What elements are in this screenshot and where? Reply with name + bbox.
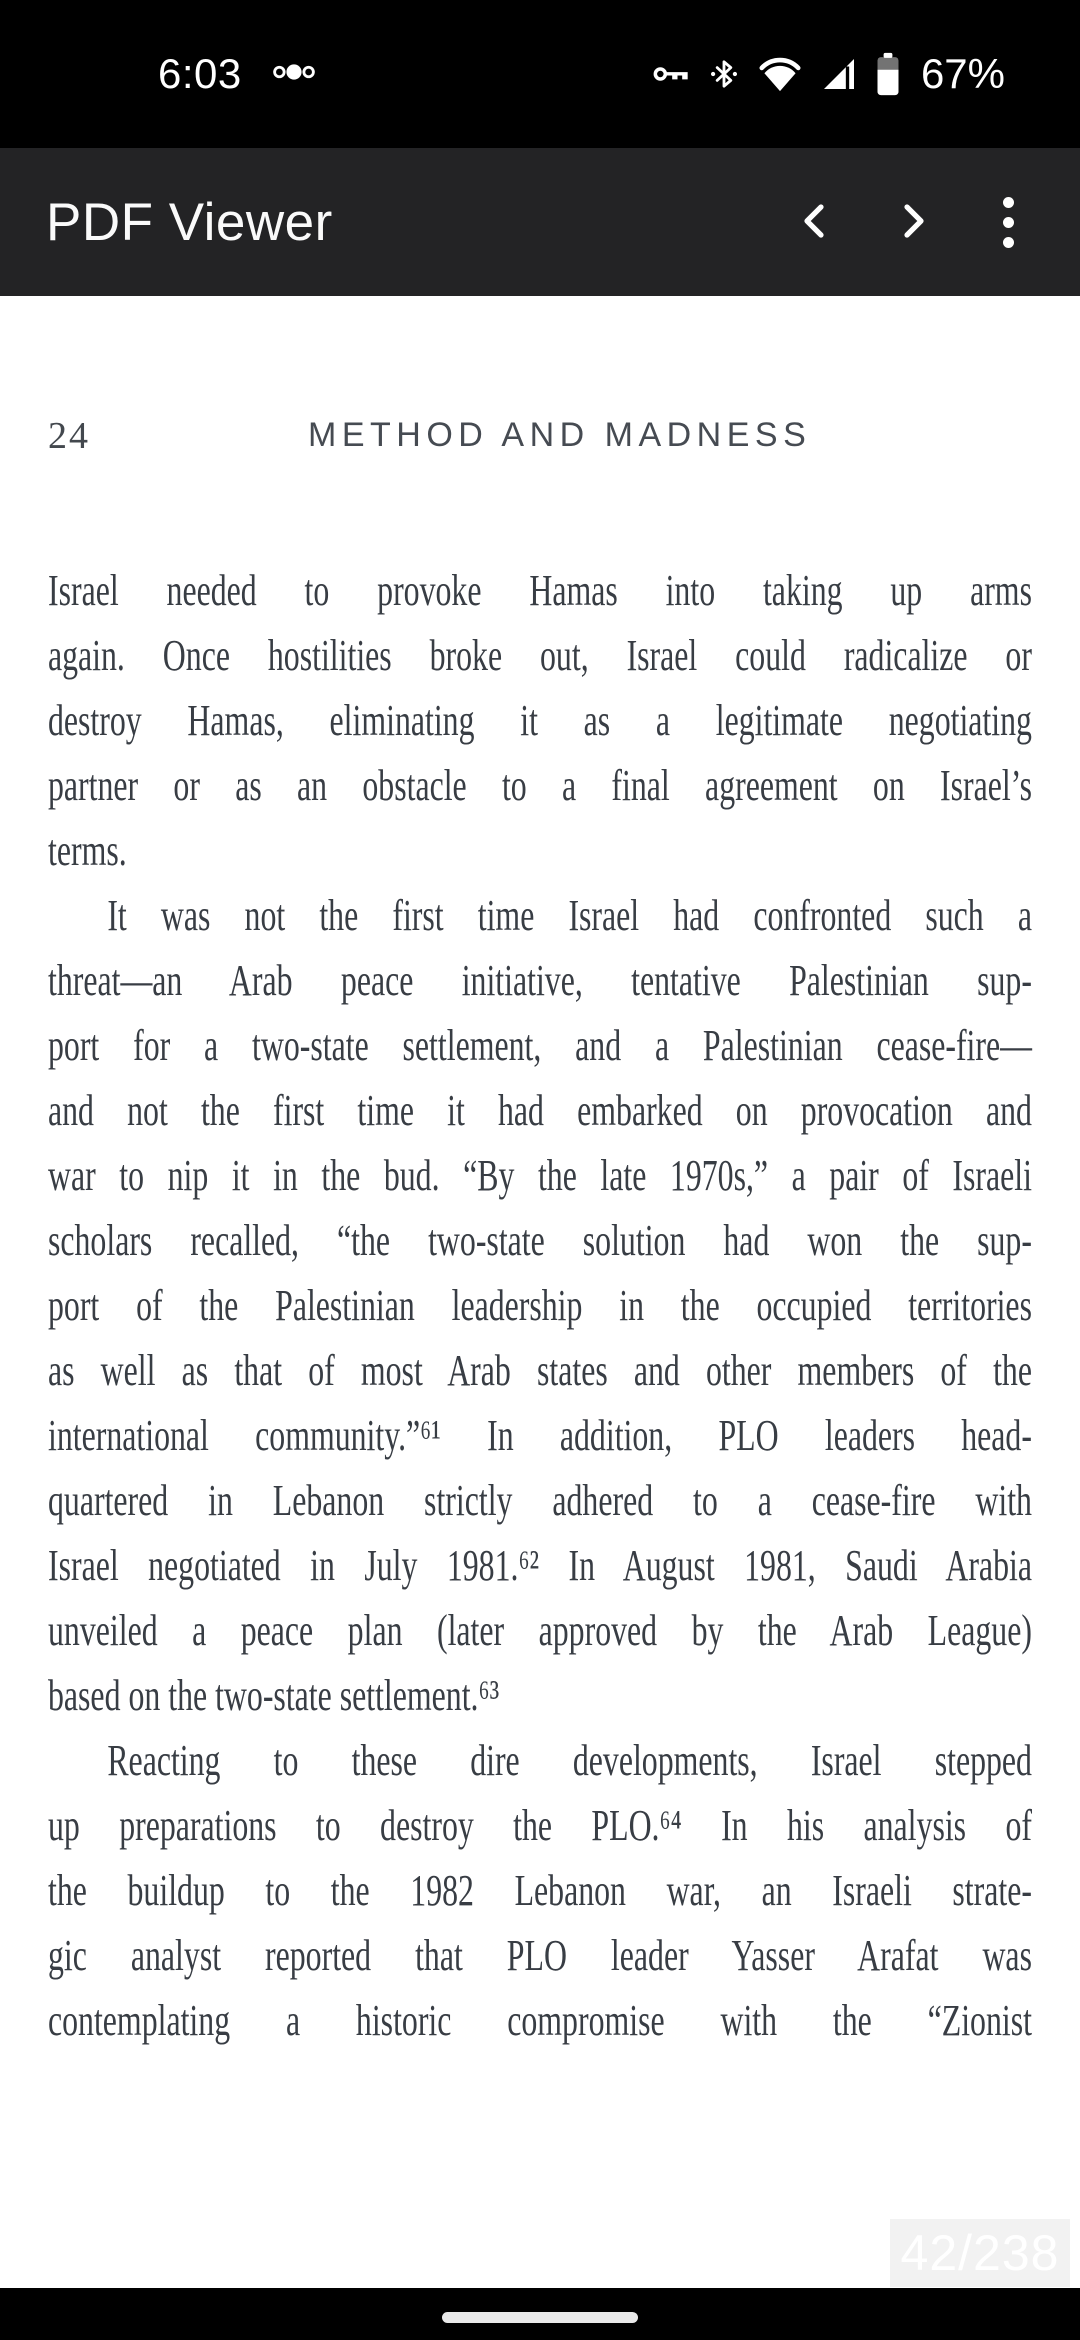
- next-page-button[interactable]: [864, 162, 960, 282]
- more-options-button[interactable]: [960, 162, 1056, 282]
- text-line: war to nip it in the bud. “By the late 1970s,” a pair of Israeli: [48, 1151, 1032, 1200]
- text-line: contemplating a historic compromise with the “Zionist: [48, 1996, 1032, 2045]
- kebab-menu-icon: [1003, 197, 1014, 248]
- battery-percent: 67%: [920, 50, 1005, 97]
- text-line: as well as that of most Arab states and other members of the: [48, 1346, 1032, 1395]
- cell-signal-icon: [819, 54, 859, 94]
- app-title: PDF Viewer: [46, 192, 333, 252]
- text-line: terms.: [48, 826, 127, 875]
- home-indicator[interactable]: [442, 2312, 638, 2323]
- text-line: quartered in Lebanon strictly adhered to a cease-fire with: [48, 1476, 1032, 1525]
- previous-page-button[interactable]: [768, 162, 864, 282]
- wifi-icon: [757, 55, 803, 93]
- body-text: [48, 558, 1032, 2053]
- text-line: Israel needed to provoke Hamas into taking up arms: [48, 566, 1032, 615]
- text-line: threat—an Arab peace initiative, tentative Palestinian sup-: [48, 956, 1032, 1005]
- text-line: again. Once hostilities broke out, Israel could radicalize or: [48, 631, 1032, 680]
- chevron-left-icon: [792, 197, 840, 248]
- text-line: up preparations to destroy the PLO.⁶⁴ In his analysis of: [48, 1801, 1032, 1850]
- text-line: port of the Palestinian leadership in the occupied territories: [48, 1281, 1032, 1330]
- page-number-folio: 24: [48, 415, 90, 457]
- text-line: scholars recalled, “the two-state solution had won the sup-: [48, 1216, 1032, 1265]
- text-line: based on the two-state settlement.⁶³: [48, 1671, 500, 1720]
- running-head: [0, 414, 1080, 458]
- notification-rings-icon: [272, 59, 316, 90]
- status-time: 6:03: [158, 50, 242, 97]
- vpn-key-icon: [651, 54, 691, 94]
- app-bar-actions: [768, 162, 1056, 282]
- status-bar-right: [651, 50, 1005, 98]
- text-line: destroy Hamas, eliminating it as a legitimate negotiating: [48, 696, 1032, 745]
- bluetooth-icon: [707, 54, 741, 94]
- gesture-nav-bar: [0, 2288, 1080, 2340]
- text-line: international community.”⁶¹ In addition, PLO leaders head-: [48, 1411, 1032, 1460]
- chevron-right-icon: [888, 197, 936, 248]
- status-bar-left: [158, 50, 316, 98]
- page-indicator-badge[interactable]: 42/238: [890, 2219, 1070, 2287]
- text-line: partner or as an obstacle to a final agreement on Israel’s: [48, 761, 1032, 810]
- status-bar: [0, 0, 1080, 148]
- text-line: the buildup to the 1982 Lebanon war, an Israeli strate-: [48, 1866, 1032, 1915]
- text-line: It was not the first time Israel had confronted such a: [107, 891, 1032, 940]
- text-line: gic analyst reported that PLO leader Yasser Arafat was: [48, 1931, 1032, 1980]
- pdf-page-view[interactable]: [0, 296, 1080, 2288]
- running-head-title: METHOD AND MADNESS: [308, 416, 812, 454]
- text-line: Reacting to these dire developments, Israel stepped: [107, 1736, 1032, 1785]
- text-line: and not the first time it had embarked on provocation and: [48, 1086, 1032, 1135]
- text-line: Israel negotiated in July 1981.⁶² In August 1981, Saudi Arabia: [48, 1541, 1032, 1590]
- text-line: port for a two-state settlement, and a Palestinian cease-fire—: [48, 1021, 1032, 1070]
- app-bar: [0, 148, 1080, 296]
- text-line: unveiled a peace plan (later approved by the Arab League): [48, 1606, 1032, 1655]
- battery-icon: [875, 52, 901, 96]
